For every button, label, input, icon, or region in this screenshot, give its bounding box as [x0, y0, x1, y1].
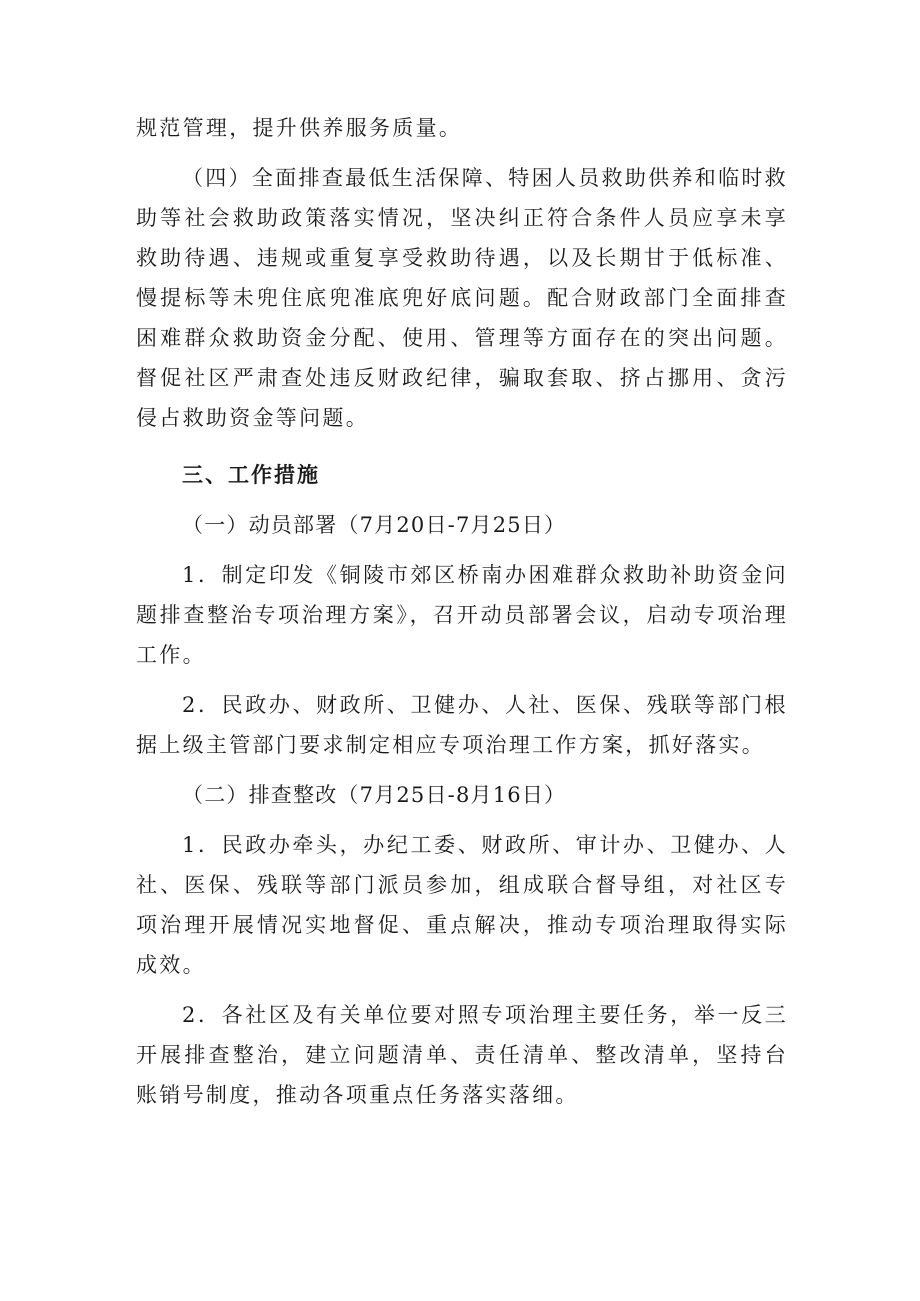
- section-heading-measures: 三、工作措施: [182, 463, 320, 487]
- subheading-investigation: （二）排查整改（7月25日-8月16日）: [182, 783, 567, 807]
- paragraph-investigation-1: 1．民政办牵头，办纪工委、财政所、审计办、卫健办、人社、医保、残联等部门派员参加，组成联合督导组，对社区专项治理开展情况实地督促、重点解决，推动专项治理取得实际成效。: [136, 833, 788, 977]
- paragraph-investigation-2: 2．各社区及有关单位要对照专项治理主要任务，举一反三开展排查整治，建立问题清单、责任清单、整改清单，坚持台账销号制度，推动各项重点任务落实落细。: [136, 1003, 788, 1107]
- paragraph-mobilization-2: 2．民政办、财政所、卫健办、人社、医保、残联等部门根据上级主管部门要求制定相应专项治理工作方案，抓好落实。: [136, 693, 788, 757]
- paragraph-mobilization-1: 1．制定印发《铜陵市郊区桥南办困难群众救助补助资金问题排查整治专项治理方案》，召开动员部署会议，启动专项治理工作。: [136, 563, 788, 667]
- paragraph-item-four: （四）全面排查最低生活保障、特困人员救助供养和临时救助等社会救助政策落实情况，坚决纠正符合条件人员应享未享救助待遇、违规或重复享受救助待遇，以及长期甘于低标准、慢提标等未兜住底兜准底兜好底问题。配合财政部门全面排查困难群众救助资金分配、使用、管理等方面存在的突出问题。督促社区严肃查处违反财政纪律，骗取套取、挤占挪用、贪污侵占救助资金等问题。: [136, 166, 788, 430]
- paragraph-continuation: 规范管理，提升供养服务质量。: [136, 116, 463, 140]
- document-page: [136, 108, 788, 1115]
- subheading-mobilization: （一）动员部署（7月20日-7月25日）: [182, 513, 567, 537]
